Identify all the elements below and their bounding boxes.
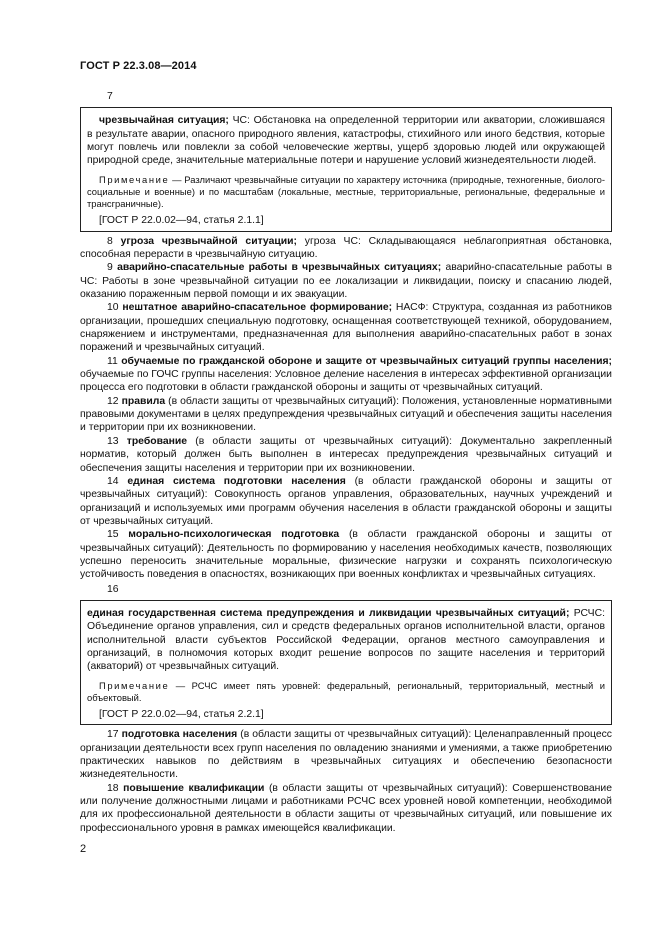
term-title: морально-психологическая подготовка [128,529,340,541]
term-entry [87,607,605,674]
term-entry [80,355,612,395]
term-number: 9 [107,262,118,274]
term-box [80,600,612,725]
term-entry [80,235,612,262]
term-title: единая система подготовки населения [127,475,346,487]
term-definition: обучаемые по ГОЧС группы населения: Условное деление населения в интересах эффективной организации процесса его подготовки в области гражданской обороны и защиты от чрезвычайных ситуаций. [80,369,612,394]
term-definition: (в области защиты от чрезвычайных ситуаций): Документально закрепленный норматив, который должен быть выполнен в интересах предупреждения чрезвычайных ситуаций и обеспечения защиты населения и территории при их возникновении. [80,435,612,474]
page-number: 2 [80,843,87,855]
term-entry [80,301,612,354]
term-title: нештатное аварийно-спасательное формирование; [122,302,393,314]
term-number: 12 [107,395,122,407]
note-label: Примечание [99,173,170,185]
term-definition: НАСФ: Структура, созданная из работников организации, прошедших специальную подготовку, оснащенная соответствующей техникой, оборудованием, снаряжением и инструментами, предназначенная для выполнения аварийно-спасательных работ в зонах поражений и чрезвычайных ситуаций. [80,302,612,354]
note-text: — Различают чрезвычайные ситуации по характеру источника (природные, техногенные, биолого-социальные и военные) и по масштабам (локальные, местные, территориальные, региональные, федеральные и трансграничные). [87,173,605,210]
term-title: чрезвычайная ситуация; [99,115,229,127]
term-title: правила [121,395,166,407]
term-title: требование [126,435,188,447]
term-reference: [ГОСТ Р 22.0.02—94, статья 2.1.1] [99,215,264,227]
term-number: 17 [107,729,122,741]
term-title: единая государственная система предупреждения и ликвидации чрезвычайных ситуаций; [87,607,570,619]
note-label: Примечание [99,679,170,691]
term-number: 14 [107,475,128,487]
term-entry [80,261,612,301]
term-number: 8 [107,235,121,247]
term-note [87,174,605,211]
term-number: 7 [107,91,113,102]
term-entry [80,435,612,475]
term-definition: ЧС: Обстановка на определенной территории или акватории, сложившаяся в результате аварии, опасного природного явления, катастрофы, стихийного или иного бедствия, которые могут повлечь или повлекли за собой человеческие жертвы, ущерб здоровью людей или окружающей природной среде, значительные материальные потери и нарушение условий жизнедеятельности людей. [87,115,605,167]
term-entry [80,728,612,781]
term-box [80,107,612,231]
term-number: 15 [107,529,129,541]
term-entry [80,475,612,528]
term-number: 11 [107,355,122,367]
term-number: 10 [107,302,123,314]
term-definition: (в области защиты от чрезвычайных ситуаций): Совершенствование или получение должностными лицами и работниками РСЧС всех уровней новой компетенции, необходимой для их профессиональной деятельности в области защиты от чрезвычайных ситуаций, или повышение их профессионального уровня в рамках имеющейся квалификации. [80,782,612,834]
term-title: повышение квалификации [123,782,265,794]
term-definition: (в области защиты от чрезвычайных ситуаций): Целенаправленный процесс организации деятельности всех групп населения по овладению знаниями и умениями, а также приобретению практических навыков по действиям в чрезвычайных ситуациях и обеспечению безопасности жизнедеятельности. [80,729,612,781]
term-note [87,680,605,704]
document-code: ГОСТ Р 22.3.08—2014 [80,60,197,72]
term-entry [87,114,605,167]
term-entry [80,395,612,435]
term-definition: аварийно-спасательные работы в ЧС: Работы в зоне чрезвычайной ситуации по ее локализации и ликвидации, поиску и спасанию людей, оказанию пораженным первой помощи и их эвакуации. [80,262,612,301]
term-number: 13 [107,435,127,447]
term-entry [80,528,612,581]
term-number: 16 [107,583,119,595]
term-definition: РСЧС: Объединение органов управления, сил и средств федеральных органов исполнительной власти, органов исполнительной власти субъектов Российской Федерации, органов местного самоуправления и организаций, в полномочия которых входит решение вопросов по защите населения и территорий (акваторий) от чрезвычайных ситуаций. [87,607,605,673]
terms-list [80,90,612,835]
term-entry [80,782,612,835]
term-title: подготовка населения [121,729,238,741]
term-title: угроза чрезвычайной ситуации; [120,235,297,247]
term-definition: (в области гражданской обороны и защиты от чрезвычайных ситуаций): Совокупность органов управления, образовательных, научных учреждений и организаций и используемых ими программ обучения населения в области гражданской обороны и защиты от чрезвычайных ситуаций. [80,475,612,527]
term-definition: (в области гражданской обороны и защиты от чрезвычайных ситуаций): Деятельность по формированию у населения необходимых качеств, позволяющих успешно переносить значительные моральные, физические нагрузки и сохранять психологическую устойчивость поведения в опасностях, возникающих при военных конфликтах и чрезвычайных ситуациях. [80,529,612,581]
note-text: — РСЧС имеет пять уровней: федеральный, региональный, территориальный, местный и объектовый. [87,679,605,703]
term-definition: угроза ЧС: Складывающаяся неблагоприятная обстановка, способная перерасти в чрезвычайную ситуацию. [80,235,612,261]
term-reference: [ГОСТ Р 22.0.02—94, статья 2.2.1] [99,709,264,721]
term-title: аварийно-спасательные работы в чрезвычайных ситуациях; [117,262,442,274]
term-definition: (в области защиты от чрезвычайных ситуаций): Положения, установленные нормативными правовыми документами в целях предупреждения чрезвычайных ситуаций и обеспечения защиты населения и территории при их возникновении. [80,395,612,434]
term-number: 18 [107,782,124,794]
term-title: обучаемые по гражданской обороне и защите от чрезвычайных ситуаций группы населения; [121,355,612,367]
